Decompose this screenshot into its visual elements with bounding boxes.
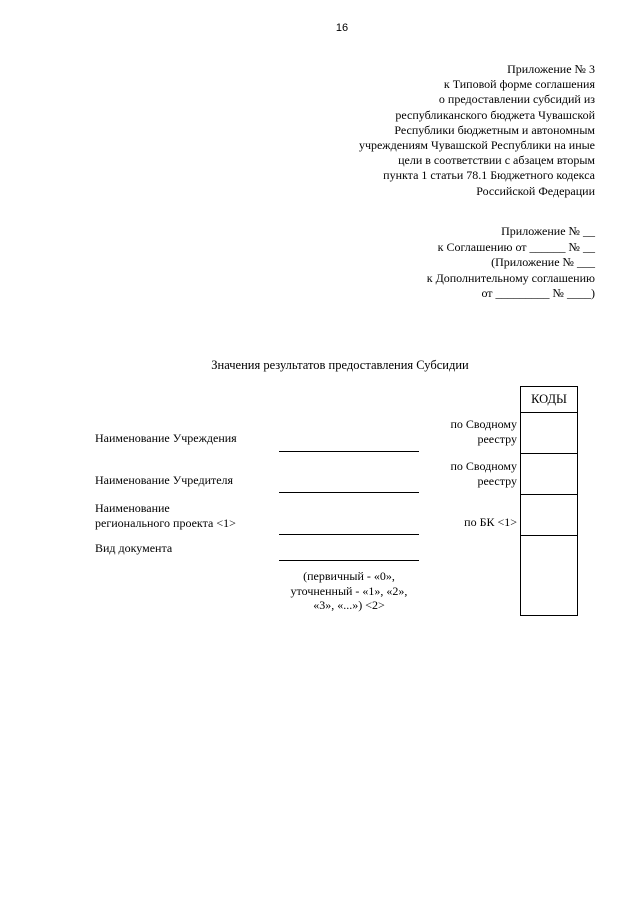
registry-label-line: реестру [477,432,517,446]
codes-cell-institution[interactable] [521,412,577,413]
appendix-agreement-line: к Соглашению от ______ № __ [437,239,595,254]
codes-table [520,386,578,616]
registry-label-line: по Сводному [450,459,517,473]
appendix-3-heading [359,62,595,199]
document-type-hint-line: (первичный - «0», [303,569,395,583]
consolidated-registry-label-2 [450,459,517,489]
consolidated-registry-label-1 [450,417,517,447]
page-number: 16 [335,22,349,34]
institution-label: Наименование Учреждения [95,431,237,445]
appendix-agreement-line: к Дополнительному соглашению [426,270,595,285]
document-type-hint-line: уточненный - «1», «2», [290,583,408,598]
bk-label: по БК <1> [464,515,517,529]
document-type-field-line[interactable] [279,560,419,561]
appendix-3-line: Приложение № 3 [507,62,595,76]
document-type-label: Вид документа [95,541,173,555]
document-title: Значения результатов предоставления Субсидии [211,358,469,372]
appendix-agreement-heading [427,224,595,302]
registry-label-line: реестру [477,474,517,488]
codes-header: КОДЫ [531,392,567,406]
appendix-agreement-line: от _________ № ____) [481,286,595,300]
founder-label: Наименование Учредителя [95,473,234,487]
regional-project-label [95,501,236,530]
appendix-3-line: цели в соответствии с абзацем вторым [398,153,595,168]
appendix-3-line: республиканского бюджета Чувашской [395,107,595,122]
appendix-agreement-line: (Приложение № ___ [491,255,595,269]
registry-label-line: по Сводному [450,417,517,431]
codes-cell-project[interactable] [521,494,577,495]
codes-cell-document-type[interactable] [521,535,577,536]
appendix-3-line: о предоставлении субсидий из [438,92,595,107]
regional-project-field-line[interactable] [279,534,419,535]
appendix-3-line: Республики бюджетным и автономным [394,122,595,137]
codes-cell-founder[interactable] [521,453,577,454]
regional-project-label-line: регионального проекта <1> [95,515,236,530]
founder-field-line[interactable] [279,492,419,493]
document-type-hint [279,569,419,613]
document-type-hint-line: «3», «...») <2> [313,598,385,613]
appendix-agreement-line: Приложение № __ [501,224,595,238]
appendix-3-line: Российской Федерации [476,183,595,198]
appendix-3-line: учреждениям Чувашской Республики на иные [358,138,595,153]
regional-project-label-line: Наименование [95,501,170,515]
appendix-3-line: к Типовой форме соглашения [443,77,595,92]
institution-field-line[interactable] [279,451,419,452]
appendix-3-line: пункта 1 статьи 78.1 Бюджетного кодекса [383,168,595,183]
